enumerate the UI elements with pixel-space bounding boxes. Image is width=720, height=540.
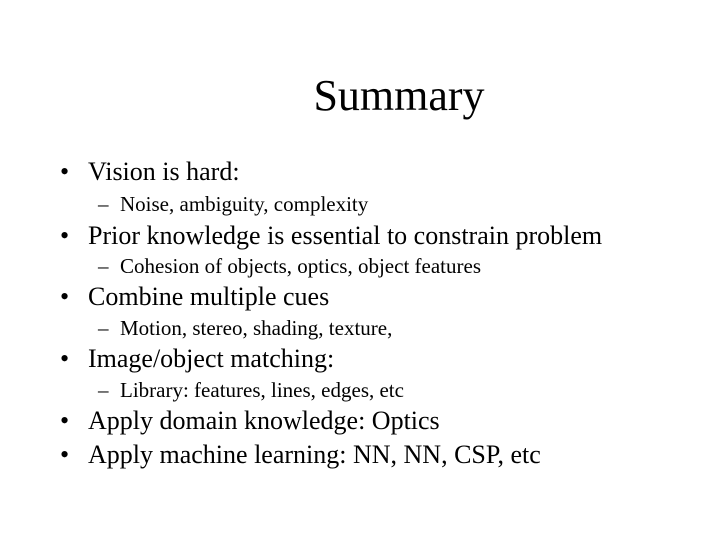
dash-marker: – — [98, 316, 109, 340]
slide-title: Summary — [313, 71, 485, 120]
bullet-marker: • — [60, 406, 70, 435]
sub-item — [98, 191, 368, 217]
dash-marker: – — [98, 192, 109, 216]
dash-marker: – — [98, 254, 109, 278]
sub-text: Motion, stereo, shading, texture, — [120, 316, 393, 340]
sub-text: Noise, ambiguity, complexity — [120, 192, 369, 216]
bullet-marker: • — [60, 440, 70, 469]
sub-item — [98, 315, 392, 341]
bullet-marker: • — [60, 344, 70, 373]
bullet-marker: • — [60, 157, 70, 186]
sub-item — [98, 377, 404, 403]
sub-item — [98, 253, 481, 279]
sub-text: Cohesion of objects, optics, object features — [120, 254, 481, 278]
bullet-item — [60, 405, 440, 437]
bullet-item — [60, 220, 602, 252]
bullet-marker: • — [60, 282, 70, 311]
bullet-text: Apply domain knowledge: Optics — [88, 406, 440, 435]
sub-text: Library: features, lines, edges, etc — [120, 378, 404, 402]
bullet-text: Apply machine learning: NN, NN, CSP, etc — [88, 440, 541, 469]
bullet-item — [60, 343, 334, 375]
bullet-item — [60, 281, 329, 313]
bullet-text: Combine multiple cues — [88, 282, 330, 311]
dash-marker: – — [98, 378, 109, 402]
bullet-text: Vision is hard: — [88, 157, 240, 186]
bullet-marker: • — [60, 221, 70, 250]
bullet-text: Image/object matching: — [88, 344, 335, 373]
bullet-item — [60, 156, 240, 188]
bullet-text: Prior knowledge is essential to constrain problem — [88, 221, 603, 250]
bullet-item — [60, 439, 541, 471]
